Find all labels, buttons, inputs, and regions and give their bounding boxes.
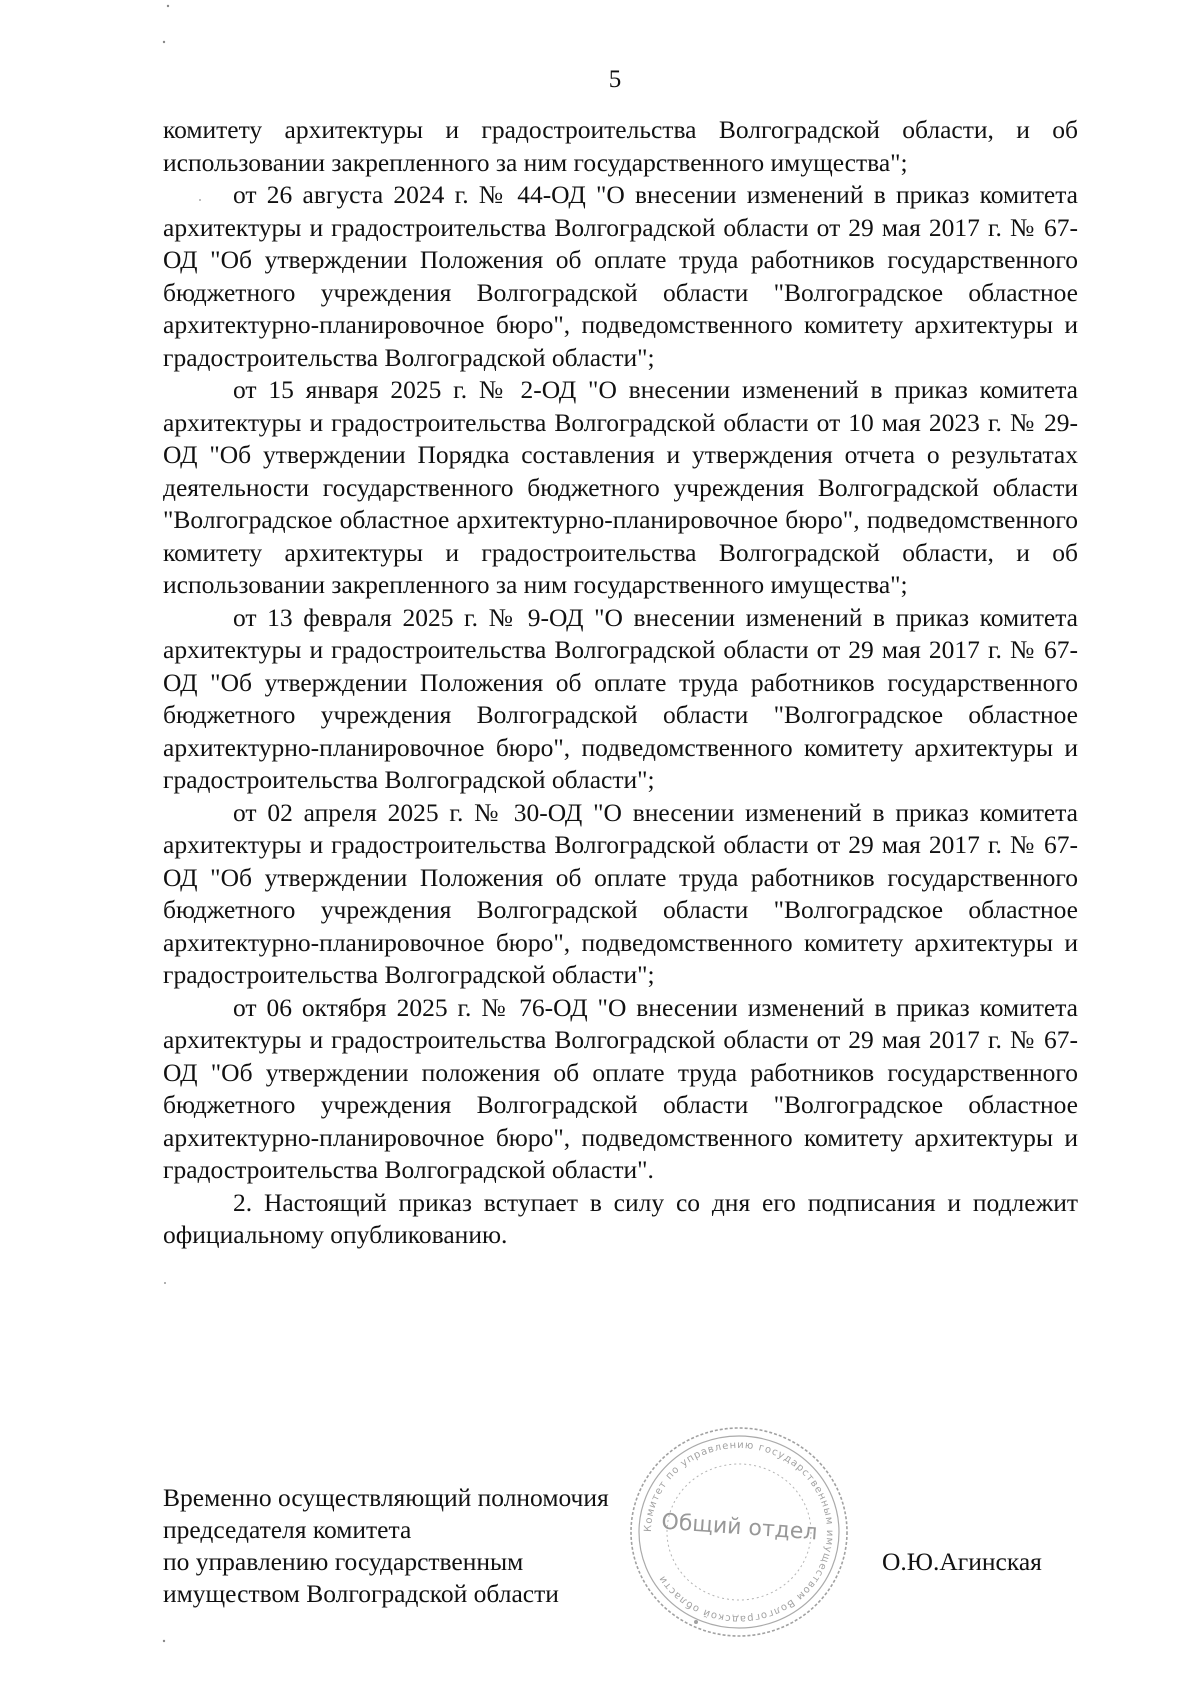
paragraph-order-2-od: от 15 января 2025 г. № 2-ОД "О внесении изменений в приказ комитета архитектуры и градостроительства Волгоградской области от 10 мая 2023 г. № 29-ОД "Об утверждении Порядка составления и утверждения отчета о результатах деятельности государственного бюджетного учреждения Волгоградской области "Волгоградское областное архитектурно-планировочное бюро", подведомственного комитету архитектуры и градостроительства Волгоградской области, и об использовании закрепленного за ним государственного имущества"; [163,375,1078,599]
paragraph-order-76-od: от 06 октября 2025 г. № 76-ОД "О внесении изменений в приказ комитета архитектуры и градостроительства Волгоградской области от 29 мая 2017 г. № 67-ОД "Об утверждении положения об оплате труда работников государственного бюджетного учреждения Волгоградской области "Волгоградское областное архитектурно-планировочное бюро", подведомственного комитету архитектуры и градостроительства Волгоградской области". [163,992,1078,1184]
signer-name: О.Ю.Агинская [882,1547,1042,1576]
paragraph-order-44-od: от 26 августа 2024 г. № 44-ОД "О внесении изменений в приказ комитета архитектуры и градостроительства Волгоградской области от 29 мая 2017 г. № 67-ОД "Об утверждении Положения об оплате труда работников государственного бюджетного учреждения Волгоградской области "Волгоградское областное архитектурно-планировочное бюро", подведомственного комитету архитектуры и градостроительства Волгоградской области"; [163,180,1078,372]
stamp-inner-text: Общий отдел [660,1509,819,1546]
signature-title-line: председателя комитета [163,1515,412,1544]
signature-title-line: имуществом Волгоградской области [163,1579,559,1608]
page-number: 5 [608,66,622,93]
signature-title-line: Временно осуществляющий полномочия [163,1483,609,1512]
paragraph-effective-date: 2. Настоящий приказ вступает в силу со дня его подписания и подлежит официальному опубликованию. [163,1187,1078,1249]
paragraph-order-9-od: от 13 февраля 2025 г. № 9-ОД "О внесении изменений в приказ комитета архитектуры и градостроительства Волгоградской области от 29 мая 2017 г. № 67-ОД "Об утверждении Положения об оплате труда работников государственного бюджетного учреждения Волгоградской области "Волгоградское областное архитектурно-планировочное бюро", подведомственного комитету архитектуры и градостроительства Волгоградской области"; [163,602,1078,794]
paragraph-continuation: комитету архитектуры и градостроительства Волгоградской области, и об использовании закрепленного за ним государственного имущества"; [163,115,1078,177]
signature-title-line: по управлению государственным [163,1547,524,1576]
paragraph-order-30-od: от 02 апреля 2025 г. № 30-ОД "О внесении изменений в приказ комитета архитектуры и градостроительства Волгоградской области от 29 мая 2017 г. № 67-ОД "Об утверждении Положения об оплате труда работников государственного бюджетного учреждения Волгоградской области "Волгоградское областное архитектурно-планировочное бюро", подведомственного комитету архитектуры и градостроительства Волгоградской области"; [163,797,1078,989]
stamp-ring-text: Комитет по управлению государственным имуществом Волгоградской области [642,1439,836,1625]
